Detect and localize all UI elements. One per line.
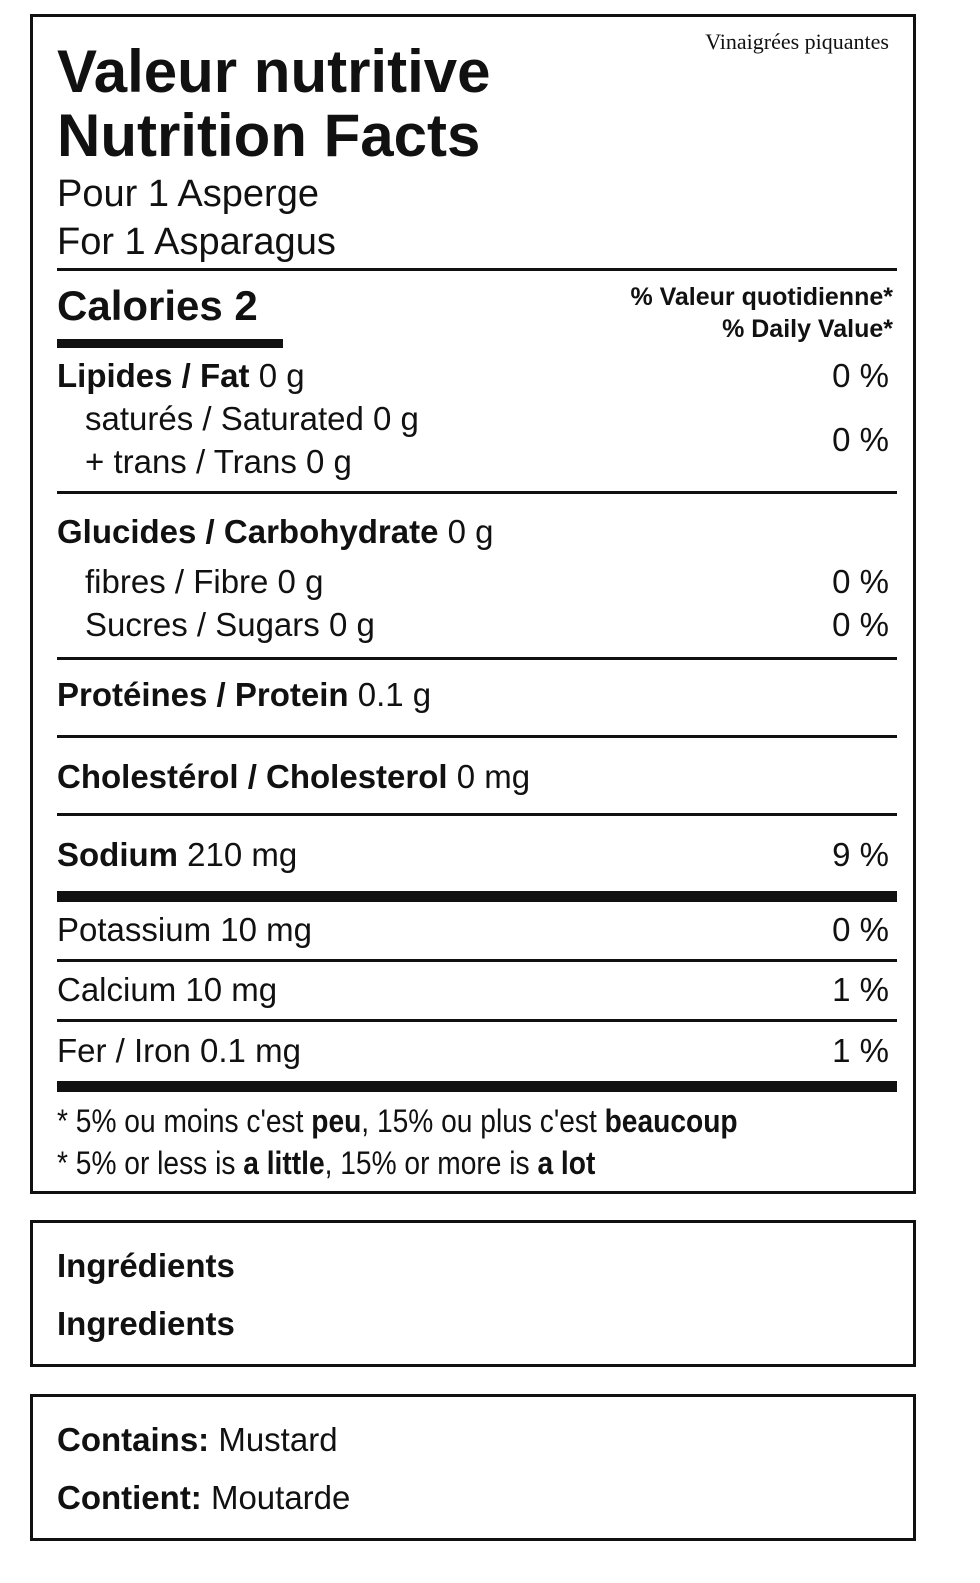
footnote-en-bold: a lot: [537, 1145, 596, 1181]
contains-fr-value: Moutarde: [201, 1479, 351, 1516]
protein-label: Protéines / Protein: [57, 676, 349, 713]
dv-header-fr: % Valeur quotidienne*: [630, 283, 893, 311]
footnote-fr: [57, 1103, 738, 1140]
brand-label: Vinaigrées piquantes: [705, 29, 889, 54]
fat-pct: 0 %: [832, 357, 889, 394]
carbs-label: Glucides / Carbohydrate: [57, 513, 439, 550]
divider-serving: [57, 268, 897, 271]
calcium-pct: 1 %: [832, 971, 889, 1008]
footnote-en-part: , 15% or more is: [324, 1145, 538, 1181]
contains-en: [57, 1421, 338, 1459]
ingredients-fr: Ingrédients: [57, 1247, 235, 1284]
contains-fr-label: Contient:: [57, 1479, 202, 1516]
carbs-amount: 0 g: [447, 513, 494, 550]
sugars-pct: 0 %: [832, 606, 889, 643]
ingredients-panel: [30, 1220, 916, 1367]
fibre-row: fibres / Fibre 0 g: [85, 563, 324, 600]
fat-row: [57, 357, 305, 395]
sat-trans-pct: 0 %: [832, 421, 889, 458]
divider-thick-top: [57, 891, 897, 902]
protein-amount: 0.1 g: [357, 676, 432, 713]
calories-underline: [57, 339, 283, 348]
cholesterol-row: [57, 758, 530, 796]
cholesterol-amount: 0 mg: [456, 758, 531, 795]
calories: Calories 2: [57, 282, 258, 329]
calcium-row: Calcium 10 mg: [57, 971, 278, 1008]
cholesterol-label: Cholestérol / Cholesterol: [57, 758, 448, 795]
allergens-panel: [30, 1394, 916, 1541]
contains-en-label: Contains:: [57, 1421, 210, 1458]
fibre-pct: 0 %: [832, 563, 889, 600]
divider-carbs: [57, 657, 897, 660]
footnote-en: [57, 1145, 595, 1182]
nutrition-facts-panel: [30, 14, 916, 1194]
serving-fr: Pour 1 Asperge: [57, 173, 319, 215]
sodium-amount: 210 mg: [187, 836, 298, 873]
divider-calcium: [57, 1019, 897, 1022]
potassium-row: Potassium 10 mg: [57, 911, 312, 948]
fat-label: Lipides / Fat: [57, 357, 250, 394]
sugars-row: Sucres / Sugars 0 g: [85, 606, 375, 643]
footnote-fr-part: , 15% ou plus c'est: [361, 1103, 605, 1139]
divider-protein: [57, 735, 897, 738]
ingredients-en: Ingredients: [57, 1305, 235, 1342]
iron-pct: 1 %: [832, 1032, 889, 1069]
saturated-row: saturés / Saturated 0 g: [85, 400, 419, 437]
fat-amount: 0 g: [258, 357, 305, 394]
footnote-fr-part: * 5% ou moins c'est: [57, 1103, 312, 1139]
footnote-fr-bold: peu: [311, 1103, 362, 1139]
sodium-label: Sodium: [57, 836, 178, 873]
divider-fat: [57, 491, 897, 494]
sodium-row: [57, 836, 297, 874]
divider-cholesterol: [57, 813, 897, 816]
divider-thick-bottom: [57, 1081, 897, 1092]
iron-row: Fer / Iron 0.1 mg: [57, 1032, 301, 1069]
potassium-pct: 0 %: [832, 911, 889, 948]
contains-en-value: Mustard: [209, 1421, 338, 1458]
footnote-en-bold: a little: [243, 1145, 325, 1181]
divider-potassium: [57, 959, 897, 962]
footnote-en-part: * 5% or less is: [57, 1145, 244, 1181]
carbs-row: [57, 513, 493, 551]
protein-row: [57, 676, 431, 714]
trans-row: + trans / Trans 0 g: [85, 443, 352, 480]
contains-fr: [57, 1479, 350, 1517]
serving-en: For 1 Asparagus: [57, 221, 336, 263]
title-fr: Valeur nutritive: [57, 38, 491, 105]
dv-header-en: % Daily Value*: [722, 315, 893, 343]
sodium-pct: 9 %: [832, 836, 889, 873]
title-en: Nutrition Facts: [57, 102, 481, 169]
footnote-fr-bold: beaucoup: [604, 1103, 738, 1139]
